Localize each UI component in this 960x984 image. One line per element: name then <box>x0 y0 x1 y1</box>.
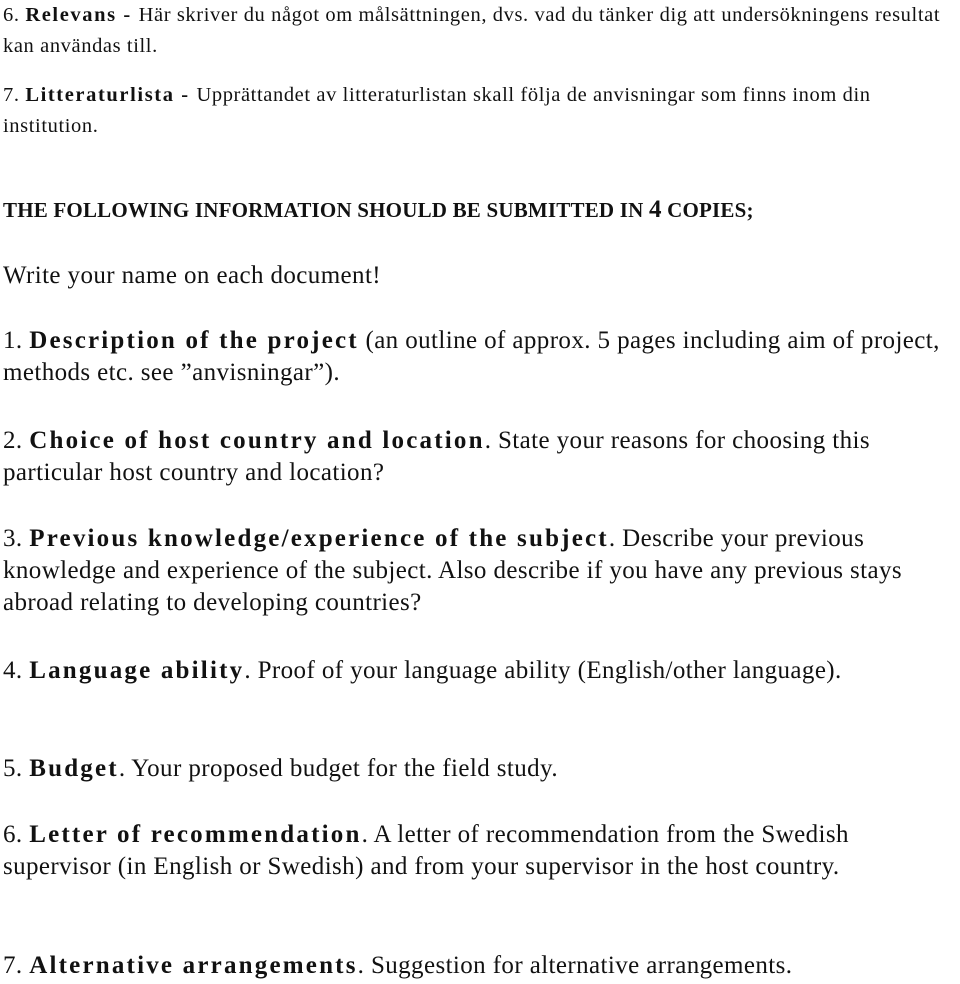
item-title: Description of the project <box>29 327 359 354</box>
item-title: Alternative arrangements <box>29 952 358 979</box>
item-number: 6. <box>3 821 23 848</box>
item-text: . Your proposed budget for the field study. <box>118 755 558 782</box>
section-heading <box>3 196 754 224</box>
list-item <box>3 753 958 785</box>
list-item <box>3 325 958 389</box>
swedish-item-relevans <box>3 0 958 62</box>
heading-part2: COPIES; <box>667 198 754 222</box>
item-text: . Suggestion for alternative arrangements. <box>357 952 793 979</box>
list-item <box>3 950 958 982</box>
item-title: Choice of host country and location <box>29 427 485 454</box>
item-number: 3. <box>3 525 23 552</box>
heading-part1: THE FOLLOWING INFORMATION SHOULD BE SUBMITTED IN <box>3 198 644 222</box>
intro-text: Write your name on each document! <box>3 262 382 289</box>
item-text: . Proof of your language ability (English/other language). <box>244 657 842 684</box>
item-separator: - <box>116 4 139 26</box>
item-title: Budget <box>29 755 119 782</box>
item-title: Relevans <box>25 4 117 26</box>
item-title: Language ability <box>29 657 245 684</box>
item-number: 7. <box>3 84 20 106</box>
item-number: 5. <box>3 755 23 782</box>
list-item <box>3 523 958 619</box>
item-title: Litteraturlista <box>25 84 175 106</box>
item-number: 7. <box>3 952 23 979</box>
item-text: (an outline of approx. 5 pages including aim of project, methods etc. see ”anvisningar”). <box>3 327 940 386</box>
list-item <box>3 655 958 687</box>
item-text: Upprättandet av litteraturlistan skall följa de anvisningar som finns inom din institution. <box>3 84 871 137</box>
item-text: . Describe your previous knowledge and experience of the subject. Also describe if you have any previous stays abroad relating to developing countries? <box>3 525 903 616</box>
item-title: Letter of recommendation <box>29 821 362 848</box>
list-item <box>3 819 958 883</box>
list-item <box>3 425 958 489</box>
item-number: 1. <box>3 327 23 354</box>
item-number: 6. <box>3 4 20 26</box>
item-number: 4. <box>3 657 23 684</box>
item-title: Previous knowledge/experience of the subject <box>29 525 609 552</box>
swedish-item-litteraturlista <box>3 80 958 142</box>
item-text: Här skriver du något om målsättningen, dvs. vad du tänker dig att undersökningens resultat kan användas till. <box>3 4 941 57</box>
heading-number: 4 <box>648 196 662 223</box>
item-separator: - <box>174 84 197 106</box>
item-number: 2. <box>3 427 23 454</box>
item-text: . State your reasons for choosing this particular host country and location? <box>3 427 870 486</box>
item-text: . A letter of recommendation from the Swedish supervisor (in English or Swedish) and from your supervisor in the host country. <box>3 821 849 880</box>
